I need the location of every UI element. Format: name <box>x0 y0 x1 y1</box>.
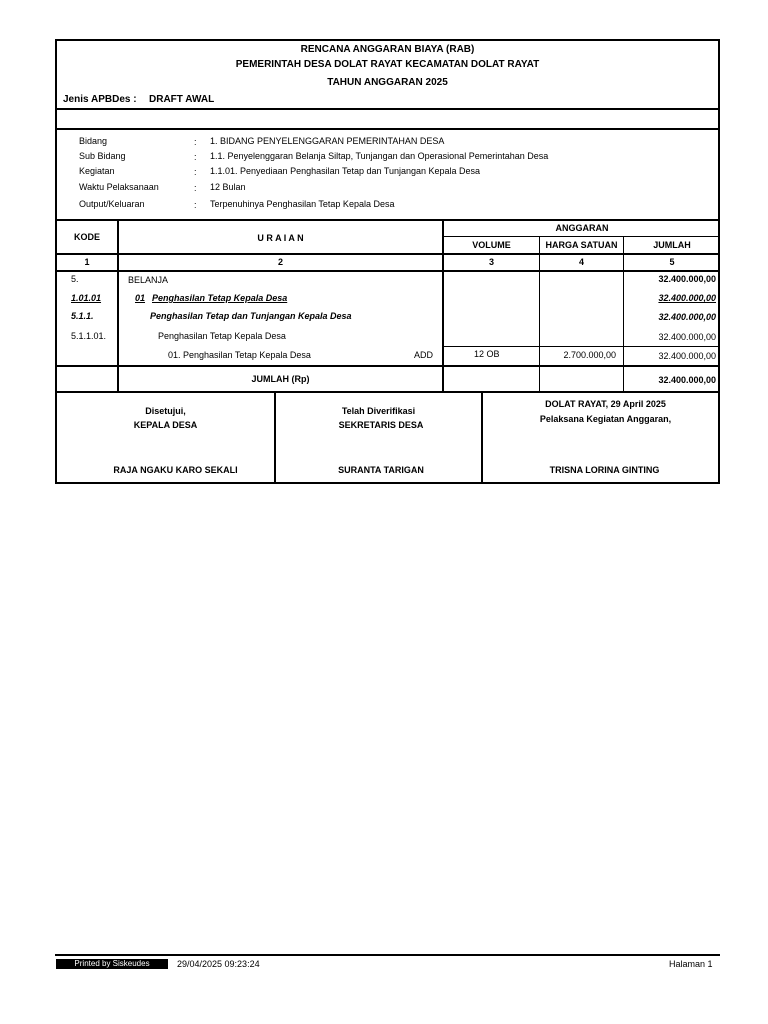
title-line-1: RENCANA ANGGARAN BIAYA (RAB) <box>300 44 475 55</box>
col-header-jumlah: JUMLAH <box>653 240 691 250</box>
row-jumlah: 32.400.000,00 <box>658 351 716 361</box>
info-sep: : <box>194 200 197 210</box>
title-line-3: TAHUN ANGGARAN 2025 <box>327 77 448 88</box>
row-kode: 5.1.1. <box>71 311 94 321</box>
info-sep: : <box>194 167 197 177</box>
col-header-anggaran: ANGGARAN <box>555 223 609 233</box>
row-uraian: Penghasilan Tetap dan Tunjangan Kepala Desa <box>150 311 352 321</box>
row-prefix: 01 <box>135 293 146 303</box>
detail-row-top-line <box>444 346 720 347</box>
total-label: JUMLAH (Rp) <box>251 374 310 384</box>
table-top-line <box>55 219 720 221</box>
total-bottom-line <box>55 391 720 393</box>
col-number: 3 <box>488 257 494 267</box>
row-sumber: ADD <box>414 350 434 360</box>
info-label-output: Output/Keluaran <box>79 199 145 209</box>
row-uraian: 01. Penghasilan Tetap Kepala Desa <box>168 350 311 360</box>
row-volume: 12 OB <box>474 349 500 359</box>
row-harga: 2.700.000,00 <box>563 350 616 360</box>
sign-mid-name: SURANTA TARIGAN <box>338 465 424 475</box>
info-label-sub-bidang: Sub Bidang <box>79 151 126 161</box>
info-label-kegiatan: Kegiatan <box>79 166 115 176</box>
row-kode: 1.01.01 <box>71 293 102 303</box>
info-value-sub-bidang: 1.1. Penyelenggaran Belanja Siltap, Tunjangan dan Operasional Pemerintahan Desa <box>210 151 549 161</box>
info-sep: : <box>194 183 197 193</box>
info-value-waktu: 12 Bulan <box>210 182 246 192</box>
row-jumlah: 32.400.000,00 <box>658 293 716 303</box>
sign-mid-top: Telah Diverifikasi <box>341 406 416 416</box>
title-line-2: PEMERINTAH DESA DOLAT RAYAT KECAMATAN DOLAT RAYAT <box>235 59 540 70</box>
jenis-apbdes-value: DRAFT AWAL <box>149 94 215 105</box>
row-uraian: BELANJA <box>128 275 169 285</box>
header-bottom-line <box>55 253 720 255</box>
row-kode: 5.1.1.01. <box>71 331 107 341</box>
row-kode: 5. <box>71 274 79 284</box>
col-header-kode: KODE <box>73 232 100 242</box>
sign-right-name: TRISNA LORINA GINTING <box>549 465 660 475</box>
row-uraian: Penghasilan Tetap Kepala Desa <box>158 331 286 341</box>
col-header-harga: HARGA SATUAN <box>545 240 618 250</box>
sign-right-role: Pelaksana Kegiatan Anggaran, <box>539 414 672 424</box>
col-header-uraian: U R A I A N <box>257 233 304 243</box>
info-sep: : <box>194 152 197 162</box>
divider <box>55 108 720 110</box>
col-number: 1 <box>84 257 90 267</box>
anggaran-divider <box>444 236 720 237</box>
divider <box>55 128 720 130</box>
row-jumlah: 32.400.000,00 <box>658 332 716 342</box>
printed-by-badge: Printed by Siskeudes <box>56 959 168 969</box>
jenis-apbdes-label: Jenis APBDes : <box>63 94 137 105</box>
print-datetime: 29/04/2025 09:23:24 <box>177 959 260 969</box>
col-number: 4 <box>578 257 584 267</box>
page-number: Halaman 1 <box>669 959 713 969</box>
number-row-bottom-line <box>55 270 720 272</box>
sign-right-place-date: DOLAT RAYAT, 29 April 2025 <box>545 399 666 409</box>
info-value-bidang: 1. BIDANG PENYELENGGARAN PEMERINTAHAN DESA <box>210 136 445 146</box>
col-header-volume: VOLUME <box>472 240 511 250</box>
info-sep: : <box>194 137 197 147</box>
total-top-line <box>55 365 720 367</box>
info-label-bidang: Bidang <box>79 136 108 146</box>
footer-line <box>55 954 720 956</box>
row-jumlah: 32.400.000,00 <box>658 312 716 322</box>
sign-mid-role: SEKRETARIS DESA <box>338 420 424 430</box>
col-number: 5 <box>669 257 675 267</box>
row-jumlah: 32.400.000,00 <box>658 274 716 284</box>
info-value-kegiatan: 1.1.01. Penyediaan Penghasilan Tetap dan Tunjangan Kepala Desa <box>210 166 481 176</box>
col-divider-kode <box>117 219 119 392</box>
row-uraian: Penghasilan Tetap Kepala Desa <box>152 293 288 303</box>
info-label-waktu: Waktu Pelaksanaan <box>79 182 159 192</box>
sign-left-role: KEPALA DESA <box>133 420 198 430</box>
col-number: 2 <box>277 257 283 267</box>
info-value-output: Terpenuhinya Penghasilan Tetap Kepala Desa <box>210 199 395 209</box>
total-value: 32.400.000,00 <box>658 375 716 385</box>
sign-left-top: Disetujui, <box>145 406 186 416</box>
sign-left-name: RAJA NGAKU KARO SEKALI <box>113 465 238 475</box>
